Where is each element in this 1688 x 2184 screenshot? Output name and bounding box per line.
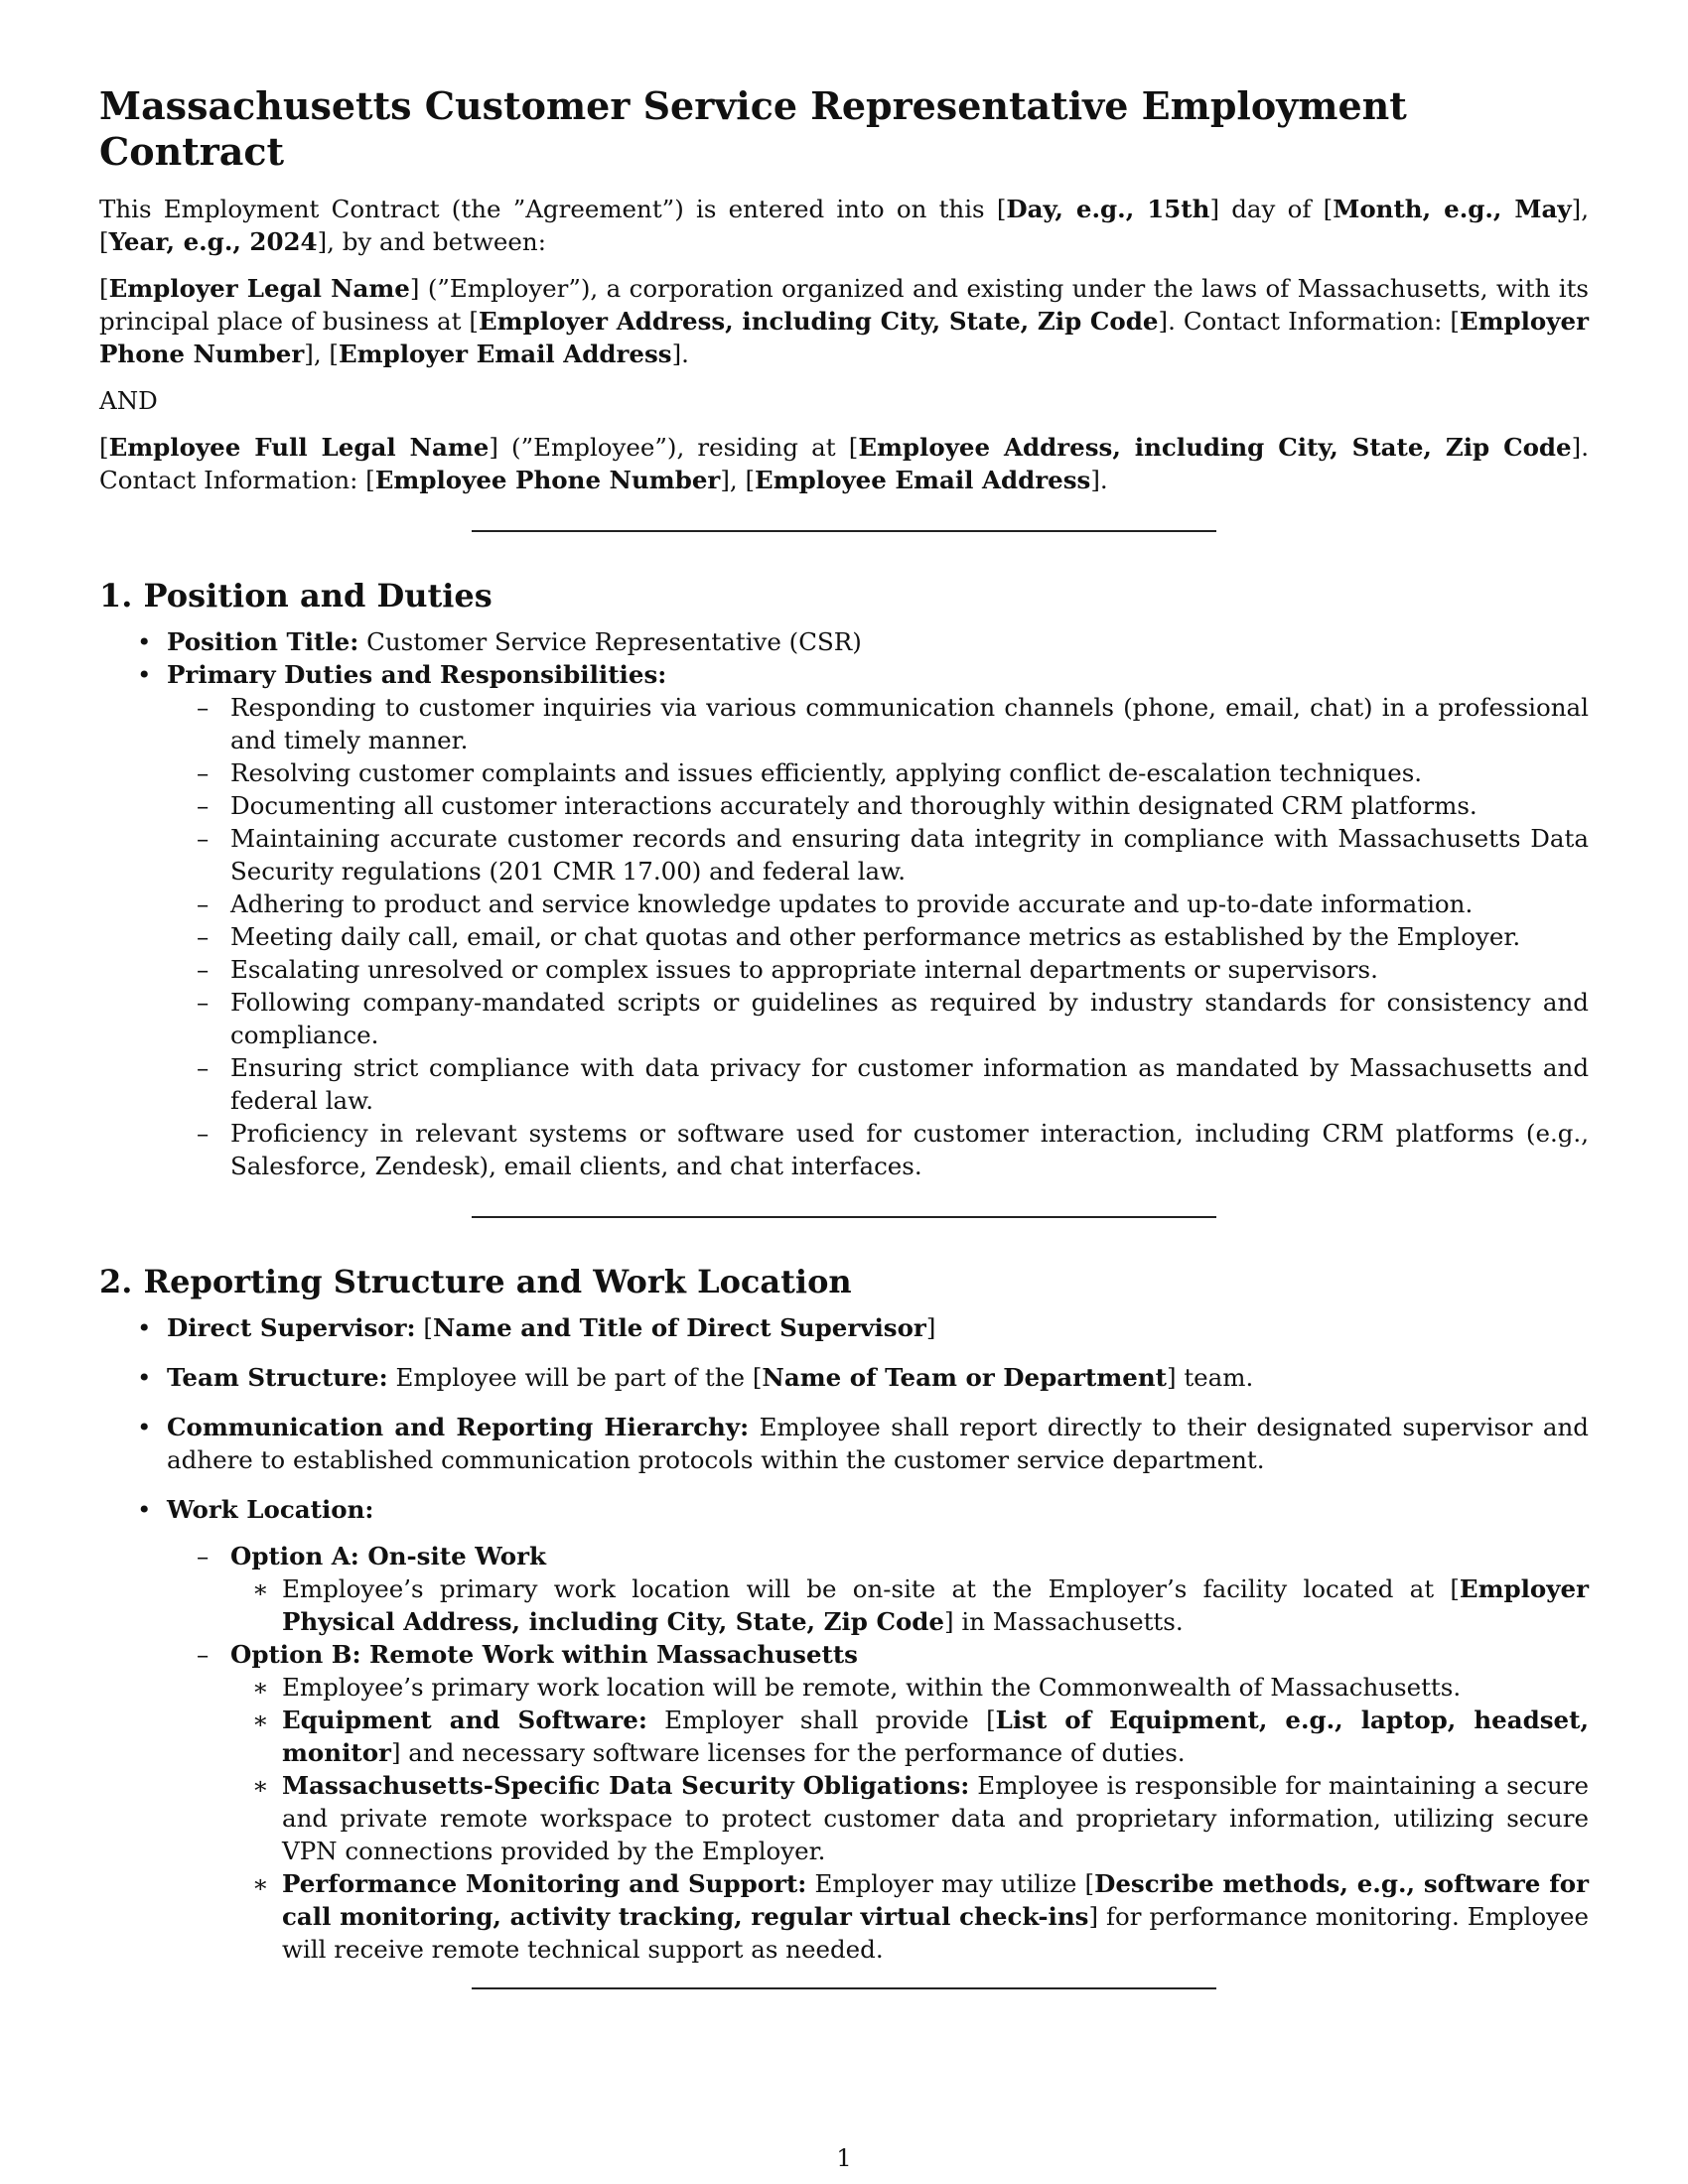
employee-paragraph: [Employee Full Legal Name] (”Employee”), residing at [Employee Address, including City, State, Zip Code]. Contact Information: [Employee Phone Number], [Employee Email Address].	[99, 433, 1589, 494]
section-1-heading: 1. Position and Duties	[99, 577, 492, 614]
option-a-detail: ∗ Employee’s primary work location will be on-site at the Employer’s facility located at [Employer Physical Address, including City, State, Zip Code] in Massachusetts.	[230, 1572, 1589, 1638]
option-b-item: – Option B: Remote Work within Massachusetts ∗ Employee’s primary work location will be remote, within the Commonwealth of Massachusetts. ∗ Equipment and Software: Employer shall provide [List of Equipment, e.g., laptop, headset, monitor] and necessary software licenses for the performance of duties. ∗ Massachusetts-Specific Data Security Obligations: Employee is responsible for maintaining a secure and private remote workspace to protect customer data and proprietary information, utilizing secure VPN connections provided by the Employer. ∗ Performance Monitoring and Support: Employer may utilize [Describe methods, e.g., software for call monitoring, activity tracking, regular virtual check-ins] for performance monitoring. Employee will receive remote technical support as needed.	[167, 1638, 1589, 1966]
page-number: 1	[836, 2144, 852, 2172]
direct-supervisor-item: • Direct Supervisor: [Name and Title of Direct Supervisor]	[99, 1311, 1589, 1344]
duty-item: – Ensuring strict compliance with data privacy for customer information as mandated by Massachusetts and federal law.	[167, 1051, 1589, 1117]
document-title: Massachusetts Customer Service Representative Employment Contract	[99, 83, 1407, 174]
option-a-details	[230, 1572, 1589, 1638]
option-b-details	[230, 1671, 1589, 1966]
option-b-detail: ∗ Employee’s primary work location will be remote, within the Commonwealth of Massachusetts.	[230, 1671, 1589, 1704]
duty-item: – Following company-mandated scripts or guidelines as required by industry standards for consistency and compliance.	[167, 986, 1589, 1051]
section-divider	[472, 1216, 1216, 1218]
duty-item: – Adhering to product and service knowledge updates to provide accurate and up-to-date information.	[167, 887, 1589, 920]
data-security-detail: ∗ Massachusetts-Specific Data Security Obligations: Employee is responsible for maintaining a secure and private remote workspace to protect customer data and proprietary information, utilizing secure VPN connections provided by the Employer.	[230, 1769, 1589, 1867]
equipment-placeholder: List of Equipment, e.g., laptop, headset, monitor	[282, 1706, 1589, 1767]
month-placeholder: Month, e.g., May	[1333, 195, 1572, 223]
duty-item: – Responding to customer inquiries via various communication channels (phone, email, chat) in a professional and timely manner.	[167, 691, 1589, 756]
primary-duties-item: • Primary Duties and Responsibilities: – Responding to customer inquiries via various communication channels (phone, email, chat) in a professional and timely manner. – Resolving customer complaints and issues efficiently, applying conflict de-escalation techniques. – Documenting all customer interactions accurately and thoroughly within designated CRM platforms. – Maintaining accurate customer records and ensuring data integrity in compliance with Massachusetts Data Security regulations (201 CMR 17.00) and federal law. – Adhering to product and service knowledge updates to provide accurate and up-to-date information. – Meeting daily call, email, or chat quotas and other performance metrics as established by the Employer. – Escalating unresolved or complex issues to appropriate internal departments or supervisors. – Following company-mandated scripts or guidelines as required by industry standards for consistency and compliance. – Ensuring strict compliance with data privacy for customer information as mandated by Massachusetts and federal law. – Proficiency in relevant systems or software used for customer interaction, including CRM platforms (e.g., Salesforce, Zendesk), email clients, and chat interfaces.	[99, 658, 1589, 1182]
employer-phone-placeholder: Employer Phone Number	[99, 307, 1589, 368]
employee-phone-placeholder: Employee Phone Number	[374, 466, 721, 494]
team-placeholder: Name of Team or Department	[762, 1363, 1167, 1392]
physical-address-placeholder: Employer Physical Address, including City, State, Zip Code	[282, 1574, 1589, 1636]
duties-list	[167, 691, 1589, 1182]
duty-item: – Escalating unresolved or complex issues to appropriate internal departments or supervisors.	[167, 953, 1589, 986]
employer-name-placeholder: Employer Legal Name	[108, 274, 410, 303]
document-page	[99, 83, 1589, 2033]
communication-hierarchy-item: • Communication and Reporting Hierarchy: Employee shall report directly to their designated supervisor and adhere to established communication protocols within the customer service department.	[99, 1411, 1589, 1476]
day-placeholder: Day, e.g., 15th	[1006, 195, 1210, 223]
employee-name-placeholder: Employee Full Legal Name	[108, 433, 490, 462]
duty-item: – Documenting all customer interactions accurately and thoroughly within designated CRM platforms.	[167, 789, 1589, 822]
duty-item: – Meeting daily call, email, or chat quotas and other performance metrics as established by the Employer.	[167, 920, 1589, 953]
employer-address-placeholder: Employer Address, including City, State, Zip Code	[478, 307, 1159, 336]
duty-item: – Maintaining accurate customer records and ensuring data integrity in compliance with Massachusetts Data Security regulations (201 CMR 17.00) and federal law.	[167, 822, 1589, 887]
monitoring-methods-placeholder: Describe methods, e.g., software for call monitoring, activity tracking, regular virtual check-ins	[282, 1869, 1589, 1931]
section-divider	[472, 1987, 1216, 1989]
duty-item: – Resolving customer complaints and issues efficiently, applying conflict de-escalation techniques.	[167, 756, 1589, 789]
work-location-item: • Work Location: – Option A: On-site Work ∗ Employee’s primary work location will be on-site at the Employer’s facility located at [Employer Physical Address, including City, State, Zip Code] in Massachusetts. – Option B: Remote Work within Massachusetts ∗ Employee’s primary work location will be remote, within the Commonwealth of Massachusetts. ∗ Equipment and Software: Employer shall provide [List of Equipment, e.g., laptop, headset, monitor] and necessary software licenses for the performance of duties. ∗ Massachusetts-Specific Data Security Obligations: Employee is responsible for maintaining a secure and private remote workspace to protect customer data and proprietary information, utilizing secure VPN connections provided by the Employer. ∗ Performance Monitoring and Support: Employer may utilize [Describe methods, e.g., software for call monitoring, activity tracking, regular virtual check-ins] for performance monitoring. Employee will receive remote technical support as needed.	[99, 1493, 1589, 1966]
equipment-detail: ∗ Equipment and Software: Employer shall provide [List of Equipment, e.g., laptop, headset, monitor] and necessary software licenses for the performance of duties.	[230, 1704, 1589, 1769]
year-placeholder: Year, e.g., 2024	[108, 227, 318, 256]
employer-email-placeholder: Employer Email Address	[338, 340, 672, 368]
duty-item: – Proficiency in relevant systems or software used for customer interaction, including CRM platforms (e.g., Salesforce, Zendesk), email clients, and chat interfaces.	[167, 1117, 1589, 1182]
intro-paragraph-date: This Employment Contract (the ”Agreement”) is entered into on this [Day, e.g., 15th] day of [Month, e.g., May], [Year, e.g., 2024], by and between:	[99, 195, 1589, 256]
option-a-item: – Option A: On-site Work ∗ Employee’s primary work location will be on-site at the Employer’s facility located at [Employer Physical Address, including City, State, Zip Code] in Massachusetts.	[167, 1540, 1589, 1638]
reporting-list	[99, 1311, 1589, 1966]
employee-email-placeholder: Employee Email Address	[755, 466, 1091, 494]
and-separator: AND	[99, 386, 158, 415]
section-divider	[472, 530, 1216, 532]
employer-paragraph: [Employer Legal Name] (”Employer”), a corporation organized and existing under the laws of Massachusetts, with its principal place of business at [Employer Address, including City, State, Zip Code]. Contact Information: [Employer Phone Number], [Employer Email Address].	[99, 274, 1589, 368]
supervisor-placeholder: Name and Title of Direct Supervisor	[432, 1313, 926, 1342]
section-2-heading: 2. Reporting Structure and Work Location	[99, 1263, 852, 1300]
performance-monitoring-detail: ∗ Performance Monitoring and Support: Employer may utilize [Describe methods, e.g., software for call monitoring, activity tracking, regular virtual check-ins] for performance monitoring. Employee will receive remote technical support as needed.	[230, 1867, 1589, 1966]
position-list	[99, 625, 1589, 1182]
team-structure-item: • Team Structure: Employee will be part of the [Name of Team or Department] team.	[99, 1361, 1589, 1394]
work-location-options	[167, 1540, 1589, 1966]
position-title-item: • Position Title: Customer Service Representative (CSR)	[99, 625, 1589, 658]
employee-address-placeholder: Employee Address, including City, State, Zip Code	[858, 433, 1572, 462]
